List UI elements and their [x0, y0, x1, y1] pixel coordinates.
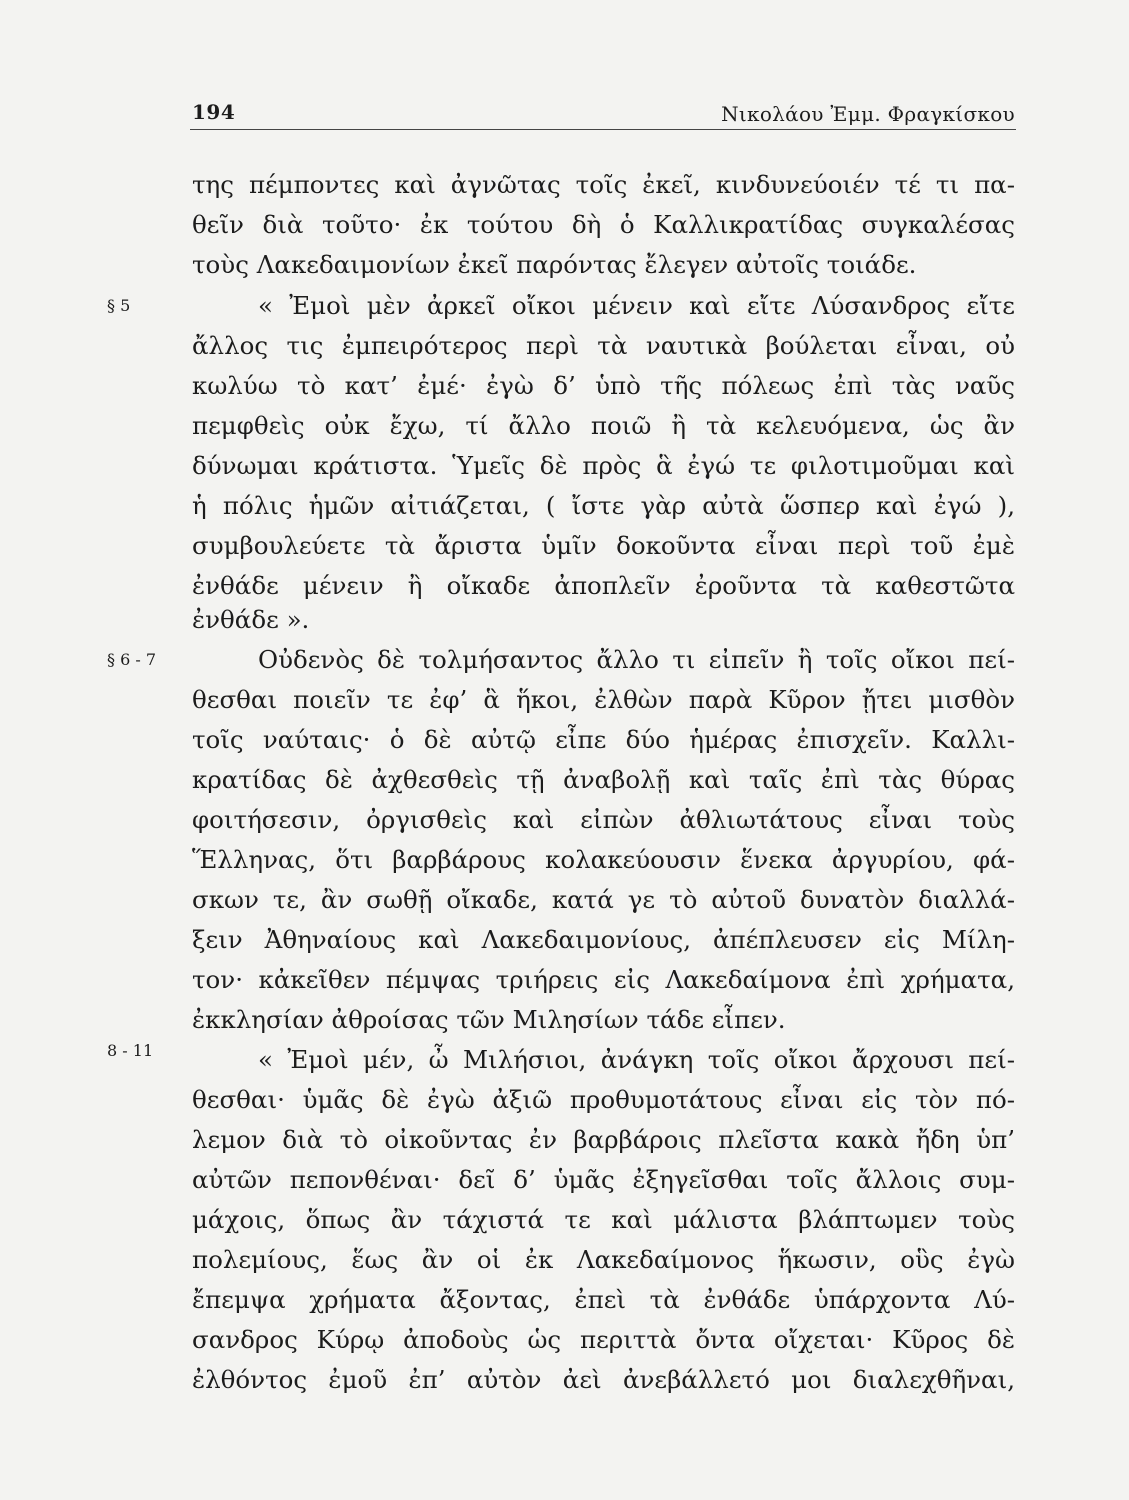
- text-line: θεῖν διὰ τοῦτο· ἐκ τούτου δὴ ὁ Καλλικρατίδας συγκαλέσας: [192, 210, 1015, 239]
- text-line: τον· κἀκεῖθεν πέμψας τριήρεις εἰς Λακεδαίμονα ἐπὶ χρήματα,: [192, 965, 1015, 994]
- section-marker: § 5: [107, 296, 131, 315]
- text-line: θεσθαι ποιεῖν τε ἐφ’ ἃ ἥκοι, ἐλθὼν παρὰ Κῦρον ᾔτει μισθὸν: [192, 685, 1015, 714]
- text-line: ἐκκλησίαν ἀθροίσας τῶν Μιλησίων τάδε εἶπεν.: [192, 1005, 786, 1034]
- text-line: Ἕλληνας, ὅτι βαρβάρους κολακεύουσιν ἕνεκα ἀργυρίου, φά-: [192, 845, 1015, 874]
- text-line: δύνωμαι κράτιστα. Ὑμεῖς δὲ πρὸς ἃ ἐγώ τε φιλοτιμοῦμαι καὶ: [192, 451, 1015, 480]
- text-line: λεμον διὰ τὸ οἰκοῦντας ἐν βαρβάροις πλεῖστα κακὰ ἤδη ὑπ’: [192, 1125, 1015, 1154]
- text-line: τοῖς ναύταις· ὁ δὲ αὐτῷ εἶπε δύο ἡμέρας ἐπισχεῖν. Καλλι-: [192, 725, 1015, 754]
- text-line: ἔπεμψα χρήματα ἄξοντας, ἐπεὶ τὰ ἐνθάδε ὑπάρχοντα Λύ-: [192, 1285, 1015, 1314]
- page-header: [192, 100, 1015, 130]
- text-line: πολεμίους, ἕως ἂν οἱ ἐκ Λακεδαίμονος ἥκωσιν, οὓς ἐγὼ: [192, 1245, 1015, 1274]
- text-line: κρατίδας δὲ ἀχθεσθεὶς τῇ ἀναβολῇ καὶ ταῖς ἐπὶ τὰς θύρας: [192, 765, 1015, 794]
- page-number: 194: [192, 100, 236, 124]
- text-line: ἡ πόλις ἡμῶν αἰτιάζεται, ( ἴστε γὰρ αὐτὰ ὥσπερ καὶ ἐγώ ),: [192, 491, 1015, 520]
- text-line: της πέμποντες καὶ ἀγνῶτας τοῖς ἐκεῖ, κινδυνεύοιέν τέ τι πα-: [192, 170, 1015, 199]
- text-line: συμβουλεύετε τὰ ἄριστα ὑμῖν δοκοῦντα εἶναι περὶ τοῦ ἐμὲ: [192, 531, 1015, 560]
- text-line: ξειν Ἀθηναίους καὶ Λακεδαιμονίους, ἀπέπλευσεν εἰς Μίλη-: [192, 925, 1015, 954]
- text-line: σανδρος Κύρῳ ἀποδοὺς ὡς περιττὰ ὄντα οἴχεται· Κῦρος δὲ: [192, 1325, 1015, 1354]
- text-line: σκων τε, ἂν σωθῇ οἴκαδε, κατά γε τὸ αὐτοῦ δυνατὸν διαλλά-: [192, 885, 1015, 914]
- text-line: θεσθαι· ὑμᾶς δὲ ἐγὼ ἀξιῶ προθυμοτάτους εἶναι εἰς τὸν πό-: [192, 1085, 1015, 1114]
- section-marker: § 6 - 7: [107, 650, 157, 669]
- text-line: ἄλλος τις ἐμπειρότερος περὶ τὰ ναυτικὰ βούλεται εἶναι, οὐ: [192, 331, 1015, 360]
- text-line: μάχοις, ὅπως ἂν τάχιστά τε καὶ μάλιστα βλάπτωμεν τοὺς: [192, 1205, 1015, 1234]
- text-line: τοὺς Λακεδαιμονίων ἐκεῖ παρόντας ἔλεγεν αὐτοῖς τοιάδε.: [192, 250, 917, 279]
- text-line: « Ἐμοὶ μὲν ἀρκεῖ οἴκοι μένειν καὶ εἴτε Λύσανδρος εἴτε: [258, 291, 1015, 320]
- text-line: κωλύω τὸ κατ’ ἐμέ· ἐγὼ δ’ ὑπὸ τῆς πόλεως ἐπὶ τὰς ναῦς: [192, 371, 1015, 400]
- section-marker: 8 - 11: [107, 1041, 154, 1060]
- text-line: ἐλθόντος ἐμοῦ ἐπ’ αὐτὸν ἀεὶ ἀνεβάλλετό μοι διαλεχθῆναι,: [192, 1365, 1015, 1394]
- text-line: φοιτήσεσιν, ὀργισθεὶς καὶ εἰπὼν ἀθλιωτάτους εἶναι τοὺς: [192, 805, 1015, 834]
- text-line: αὐτῶν πεπονθέναι· δεῖ δ’ ὑμᾶς ἐξηγεῖσθαι τοῖς ἄλλοις συμ-: [192, 1165, 1015, 1194]
- header-rule: [190, 129, 1016, 130]
- text-line: ἐνθάδε ».: [192, 605, 310, 634]
- text-line: πεμφθεὶς οὐκ ἔχω, τί ἄλλο ποιῶ ἢ τὰ κελευόμενα, ὡς ἂν: [192, 411, 1015, 440]
- running-head: Νικολάου Ἐμμ. Φραγκίσκου: [721, 102, 1015, 126]
- text-line: Οὐδενὸς δὲ τολμήσαντος ἄλλο τι εἰπεῖν ἢ τοῖς οἴκοι πεί-: [258, 645, 1015, 674]
- text-line: « Ἐμοὶ μέν, ὦ Μιλήσιοι, ἀνάγκη τοῖς οἴκοι ἄρχουσι πεί-: [258, 1045, 1015, 1074]
- text-line: ἐνθάδε μένειν ἢ οἴκαδε ἀποπλεῖν ἐροῦντα τὰ καθεστῶτα: [192, 571, 1015, 600]
